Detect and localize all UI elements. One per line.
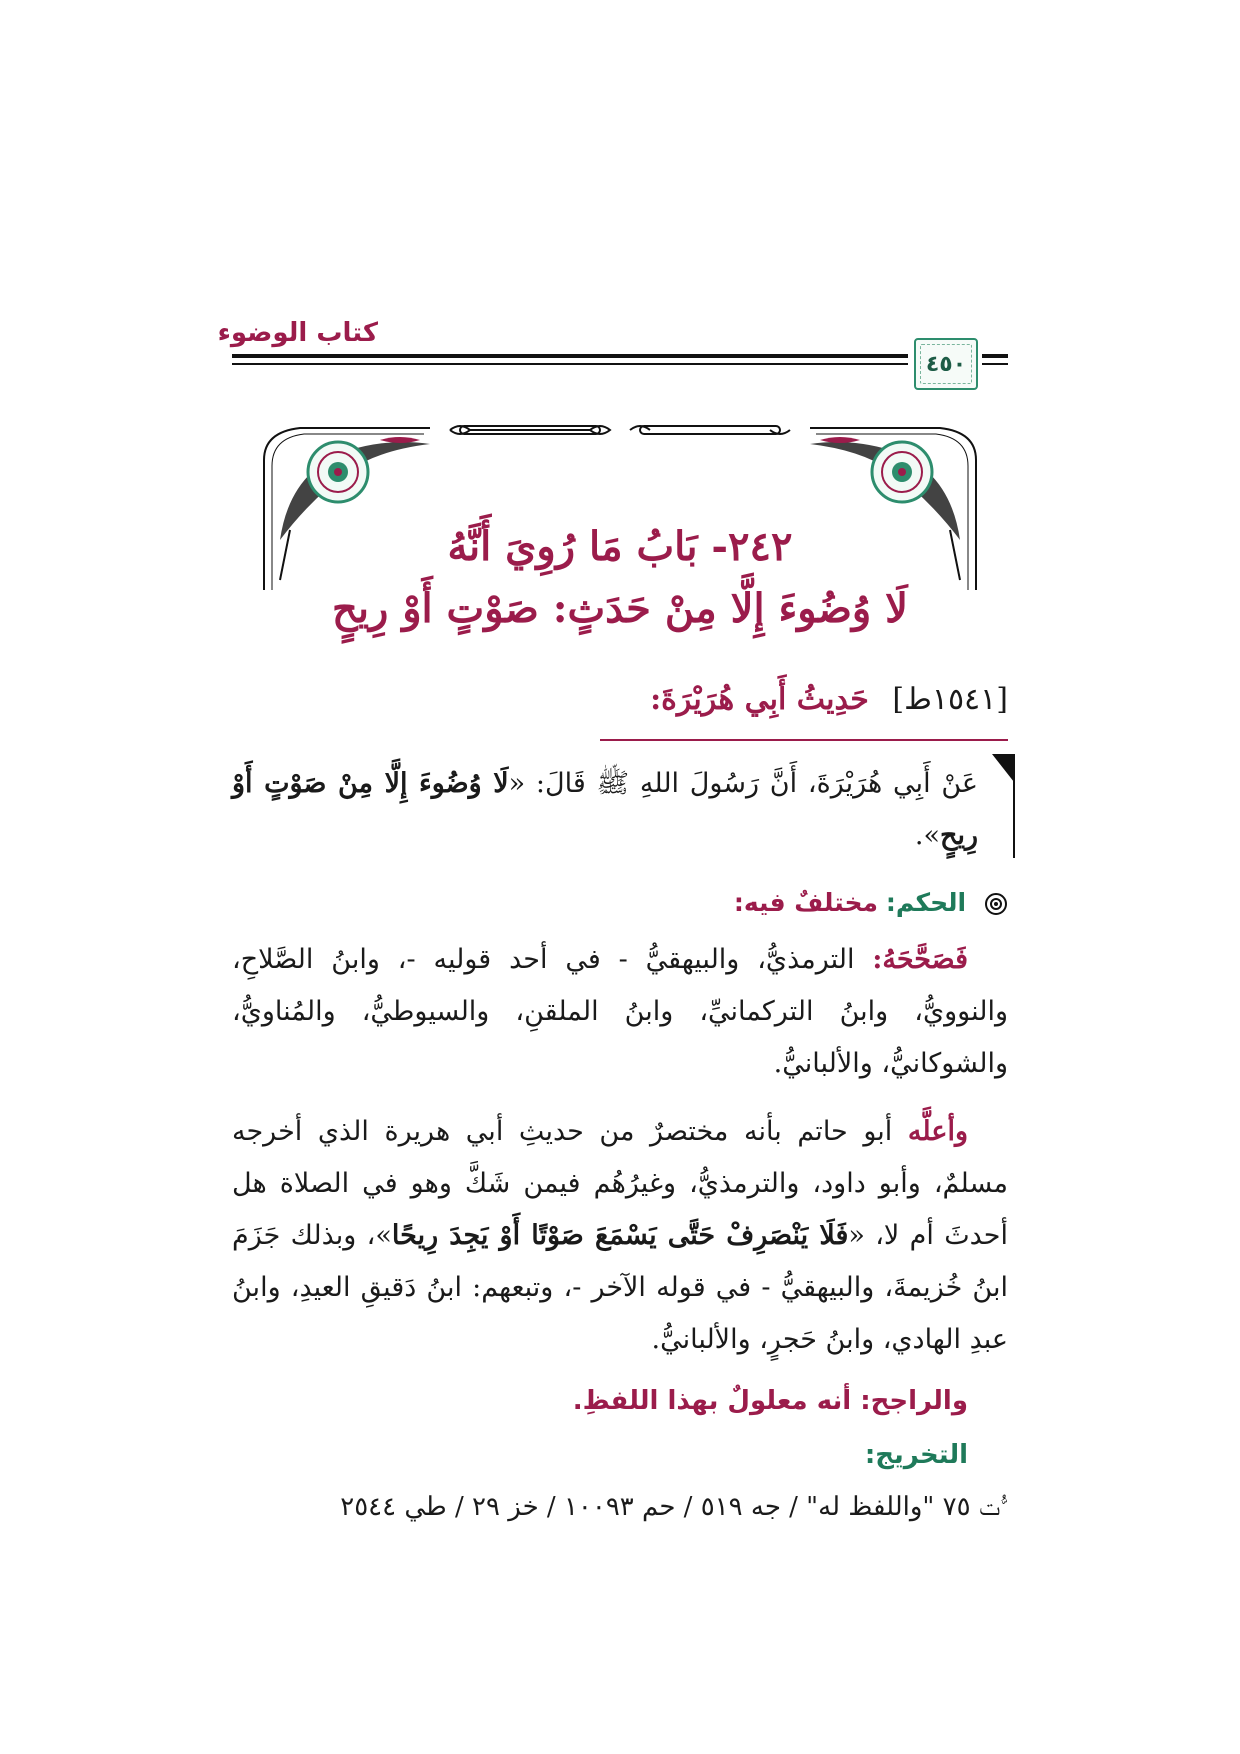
takhrij-sources: ﱡت ٧٥ "واللفظ له" / جه ٥١٩ / حم ١٠٠٩٣ / خز ٢٩ / طي ٢٥٤٤: [340, 1492, 1008, 1522]
ruling-label: الحكم:: [885, 888, 967, 917]
ruling-value: مختلفٌ فيه:: [733, 888, 878, 917]
chapter-title-line-2: لَا وُضُوءَ إِلَّا مِنْ حَدَثٍ: صَوْتٍ أَوْ رِيحٍ: [332, 585, 908, 632]
header-rule: [232, 352, 1008, 392]
chapter-title: [260, 516, 980, 640]
takhrij-label: التخريج:: [864, 1440, 968, 1470]
rosette-icon: [984, 892, 1008, 916]
paragraph-quote: فَلَا يَنْصَرِفْ حَتَّى يَسْمَعَ صَوْتًا أَوْ يَجِدَ رِيحًا: [391, 1220, 849, 1251]
chapter-title-line-1: ٢٤٢- بَابُ مَا رُوِيَ أَنَّهُ: [447, 523, 793, 570]
page-number-badge: [914, 338, 978, 390]
hadith-end: ».: [914, 820, 941, 851]
preferred-verdict: [573, 1386, 968, 1416]
takhrij-heading: [865, 1440, 968, 1470]
paragraph-lead: فَصَحَّحَهُ:: [872, 944, 968, 975]
hadith-heading: [650, 682, 1008, 717]
hadith-quote: لَا وُضُوءَ إِلَّا مِنْ صَوْتٍ أَوْ رِيحٍ: [232, 768, 978, 851]
paragraph-defect: [232, 1106, 1008, 1366]
page-number: ٤٥٠: [925, 351, 967, 377]
heading-underline: [600, 738, 1008, 742]
running-title: كتاب الوضوء: [217, 318, 378, 348]
preferred-text: أنه معلولٌ بهذا اللفظِ.: [572, 1386, 861, 1416]
paragraph-lead: وأعلَّه: [907, 1116, 968, 1147]
paragraph-text: الترمذيُّ، والبيهقيُّ - في أحد قوليه -، وابنُ الصَّلاحِ، والنوويُّ، وابنُ التركمانيِّ، وابنُ الملقنِ، والسيوطيُّ، والمُناويُّ، والشوكانيُّ، والألبانيُّ.: [232, 944, 1008, 1079]
ruling-line: [734, 888, 1008, 917]
hadith-text: [232, 758, 1008, 862]
paragraph-text-a: أبو حاتم بأنه مختصرٌ من حديثِ أبي هريرة الذي أخرجه مسلمٌ، وأبو داود، والترمذيُّ، وغيرُهُم فيمن شَكَّ وهو في الصلاة هل أحدثَ أم لا، «: [232, 1116, 1008, 1251]
preferred-label: والراجح:: [860, 1386, 968, 1416]
hadith-intro: عَنْ أَبِي هُرَيْرَةَ، أَنَّ رَسُولَ اللهِ ﷺ قَالَ: «: [508, 768, 978, 799]
paragraph-text-b: »، وبذلك جَزَمَ ابنُ خُزيمةَ، والبيهقيُّ - في قوله الآخر -، وتبعهم: ابنُ دَقيقِ العيدِ، وابنُ عبدِ الهادي، وابنُ حَجرٍ، والألبانيُّ.: [232, 1220, 1008, 1355]
paragraph-authentication: [232, 934, 1008, 1090]
hadith-reference: [١٥٤١ط]: [892, 682, 1008, 717]
hadith-heading-title: حَدِيثُ أَبِي هُرَيْرَةَ:: [650, 682, 869, 717]
